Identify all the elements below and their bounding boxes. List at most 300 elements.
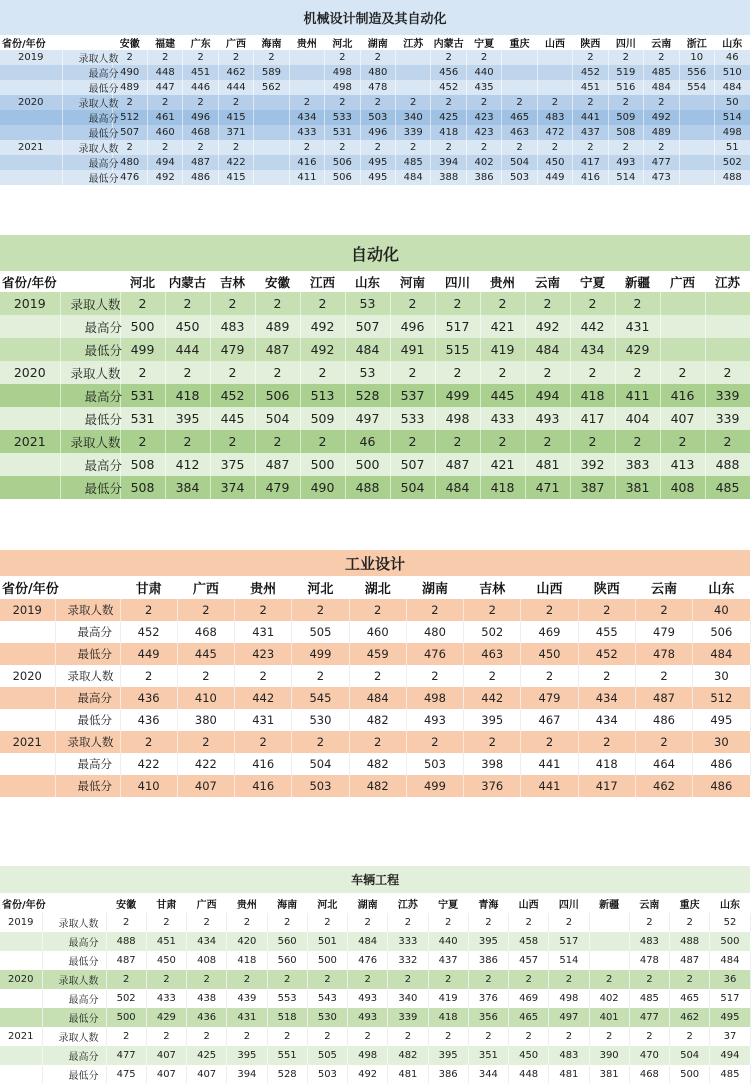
value-cell: 507 bbox=[345, 315, 390, 338]
table-row bbox=[0, 775, 750, 797]
province-header: 广西 bbox=[218, 35, 253, 50]
metric-label: 最高分 bbox=[42, 932, 106, 951]
value-cell bbox=[396, 80, 431, 95]
value-cell: 2 bbox=[106, 913, 146, 932]
value-cell: 2 bbox=[255, 361, 300, 384]
value-cell bbox=[660, 338, 705, 361]
table-row bbox=[0, 951, 750, 970]
value-cell bbox=[679, 95, 714, 110]
value-cell: 2 bbox=[390, 292, 435, 315]
value-cell: 485 bbox=[629, 989, 669, 1008]
value-cell: 481 bbox=[549, 1065, 589, 1084]
value-cell: 2 bbox=[608, 95, 643, 110]
year-cell: 2019 bbox=[0, 292, 60, 315]
value-cell: 509 bbox=[300, 407, 345, 430]
value-cell: 340 bbox=[388, 989, 428, 1008]
value-cell: 484 bbox=[348, 932, 388, 951]
province-header: 河北 bbox=[325, 35, 360, 50]
province-header: 青海 bbox=[468, 893, 508, 913]
value-cell: 418 bbox=[227, 951, 267, 970]
value-cell: 484 bbox=[710, 951, 750, 970]
value-cell: 514 bbox=[714, 110, 750, 125]
metric-label: 最高分 bbox=[55, 687, 120, 709]
value-cell: 485 bbox=[710, 1065, 750, 1084]
value-cell: 2 bbox=[325, 95, 360, 110]
value-cell: 2 bbox=[573, 50, 608, 65]
value-cell: 435 bbox=[466, 80, 501, 95]
value-cell: 483 bbox=[629, 932, 669, 951]
year-cell bbox=[0, 338, 60, 361]
value-cell: 417 bbox=[578, 775, 635, 797]
value-cell: 2 bbox=[468, 1027, 508, 1046]
table-row bbox=[0, 338, 750, 361]
table-row bbox=[0, 643, 750, 665]
value-cell: 2 bbox=[187, 1027, 227, 1046]
value-cell: 2 bbox=[120, 665, 177, 687]
value-cell bbox=[289, 65, 324, 80]
value-cell: 422 bbox=[218, 155, 253, 170]
value-cell: 459 bbox=[349, 643, 406, 665]
value-cell: 433 bbox=[480, 407, 525, 430]
value-cell: 553 bbox=[267, 989, 307, 1008]
value-cell: 2 bbox=[183, 140, 218, 155]
year-cell bbox=[0, 155, 62, 170]
value-cell: 482 bbox=[349, 709, 406, 731]
table-row bbox=[0, 476, 750, 499]
value-cell: 500 bbox=[710, 932, 750, 951]
value-cell bbox=[289, 80, 324, 95]
value-cell: 492 bbox=[644, 110, 679, 125]
province-header: 甘肃 bbox=[120, 576, 177, 599]
metric-label: 最低分 bbox=[62, 80, 112, 95]
value-cell: 423 bbox=[235, 643, 292, 665]
province-header: 广西 bbox=[187, 893, 227, 913]
value-cell: 415 bbox=[218, 110, 253, 125]
value-cell: 447 bbox=[147, 80, 182, 95]
value-cell: 441 bbox=[521, 775, 578, 797]
value-cell: 441 bbox=[521, 753, 578, 775]
value-cell bbox=[289, 50, 324, 65]
value-cell: 434 bbox=[187, 932, 227, 951]
value-cell: 451 bbox=[146, 932, 186, 951]
value-cell: 2 bbox=[406, 665, 463, 687]
value-cell: 2 bbox=[307, 913, 347, 932]
province-header: 山东 bbox=[714, 35, 750, 50]
value-cell: 418 bbox=[480, 476, 525, 499]
value-cell: 477 bbox=[106, 1046, 146, 1065]
value-cell: 492 bbox=[348, 1065, 388, 1084]
value-cell: 487 bbox=[255, 338, 300, 361]
value-cell: 2 bbox=[521, 731, 578, 753]
value-cell: 476 bbox=[406, 643, 463, 665]
value-cell: 487 bbox=[183, 155, 218, 170]
metric-label: 录取人数 bbox=[55, 599, 120, 621]
value-cell: 422 bbox=[177, 753, 234, 775]
value-cell: 2 bbox=[466, 140, 501, 155]
value-cell: 440 bbox=[428, 932, 468, 951]
value-cell: 2 bbox=[660, 430, 705, 453]
province-header: 四川 bbox=[608, 35, 643, 50]
value-cell: 388 bbox=[431, 170, 466, 185]
value-cell: 394 bbox=[431, 155, 466, 170]
value-cell: 2 bbox=[705, 361, 750, 384]
value-cell: 463 bbox=[464, 643, 521, 665]
value-cell: 504 bbox=[292, 753, 349, 775]
value-cell: 2 bbox=[464, 731, 521, 753]
value-cell: 434 bbox=[289, 110, 324, 125]
value-cell: 485 bbox=[396, 155, 431, 170]
value-cell: 476 bbox=[112, 170, 147, 185]
value-cell: 2 bbox=[396, 140, 431, 155]
value-cell: 2 bbox=[428, 913, 468, 932]
value-cell: 425 bbox=[187, 1046, 227, 1065]
value-cell: 422 bbox=[120, 753, 177, 775]
value-cell: 2 bbox=[349, 599, 406, 621]
value-cell: 499 bbox=[406, 775, 463, 797]
value-cell: 451 bbox=[573, 80, 608, 95]
value-cell: 487 bbox=[255, 453, 300, 476]
value-cell: 509 bbox=[608, 110, 643, 125]
value-cell: 2 bbox=[390, 430, 435, 453]
value-cell: 2 bbox=[147, 95, 182, 110]
table-mechanical-design bbox=[0, 0, 750, 185]
value-cell: 2 bbox=[435, 292, 480, 315]
metric-label: 录取人数 bbox=[42, 1027, 106, 1046]
value-cell: 2 bbox=[431, 50, 466, 65]
year-cell bbox=[0, 951, 42, 970]
value-cell: 438 bbox=[187, 989, 227, 1008]
value-cell: 468 bbox=[183, 125, 218, 140]
year-cell bbox=[0, 687, 55, 709]
province-header: 河南 bbox=[390, 271, 435, 292]
value-cell: 416 bbox=[660, 384, 705, 407]
year-cell: 2020 bbox=[0, 95, 62, 110]
value-cell: 446 bbox=[183, 80, 218, 95]
value-cell: 36 bbox=[710, 970, 750, 989]
value-cell: 485 bbox=[705, 476, 750, 499]
table-row bbox=[0, 731, 750, 753]
value-cell: 493 bbox=[406, 709, 463, 731]
value-cell bbox=[537, 80, 572, 95]
metric-label: 录取人数 bbox=[62, 95, 112, 110]
value-cell: 444 bbox=[218, 80, 253, 95]
value-cell: 429 bbox=[146, 1008, 186, 1027]
value-cell: 2 bbox=[227, 970, 267, 989]
province-header-row bbox=[0, 893, 750, 913]
value-cell: 482 bbox=[388, 1046, 428, 1065]
value-cell: 504 bbox=[670, 1046, 710, 1065]
value-cell: 500 bbox=[106, 1008, 146, 1027]
value-cell: 2 bbox=[635, 665, 692, 687]
value-cell: 479 bbox=[255, 476, 300, 499]
score-table bbox=[0, 550, 751, 797]
value-cell: 2 bbox=[468, 970, 508, 989]
value-cell: 500 bbox=[670, 1065, 710, 1084]
value-cell: 2 bbox=[235, 665, 292, 687]
score-table bbox=[0, 866, 751, 1084]
table-row bbox=[0, 1008, 750, 1027]
year-cell bbox=[0, 1065, 42, 1084]
value-cell: 30 bbox=[693, 665, 750, 687]
province-header: 江苏 bbox=[396, 35, 431, 50]
metric-label: 最高分 bbox=[62, 155, 112, 170]
value-cell: 462 bbox=[218, 65, 253, 80]
value-cell: 2 bbox=[348, 1027, 388, 1046]
value-cell: 2 bbox=[349, 665, 406, 687]
value-cell bbox=[679, 140, 714, 155]
table-row bbox=[0, 1065, 750, 1084]
value-cell: 504 bbox=[255, 407, 300, 430]
value-cell: 2 bbox=[629, 970, 669, 989]
province-header: 贵州 bbox=[235, 576, 292, 599]
province-header: 贵州 bbox=[289, 35, 324, 50]
value-cell: 431 bbox=[235, 709, 292, 731]
value-cell: 2 bbox=[147, 50, 182, 65]
value-cell: 515 bbox=[435, 338, 480, 361]
province-header: 安徽 bbox=[255, 271, 300, 292]
value-cell: 2 bbox=[227, 1027, 267, 1046]
value-cell: 2 bbox=[146, 970, 186, 989]
table-row bbox=[0, 407, 750, 430]
metric-label: 最低分 bbox=[42, 1065, 106, 1084]
value-cell: 418 bbox=[578, 753, 635, 775]
province-header: 山西 bbox=[537, 35, 572, 50]
value-cell: 488 bbox=[345, 476, 390, 499]
value-cell: 30 bbox=[693, 731, 750, 753]
table-row bbox=[0, 50, 750, 65]
metric-label: 最高分 bbox=[55, 621, 120, 643]
table-row bbox=[0, 155, 750, 170]
value-cell: 386 bbox=[428, 1065, 468, 1084]
value-cell: 407 bbox=[187, 1065, 227, 1084]
value-cell: 462 bbox=[635, 775, 692, 797]
value-cell: 387 bbox=[570, 476, 615, 499]
value-cell bbox=[660, 315, 705, 338]
value-cell: 494 bbox=[710, 1046, 750, 1065]
province-header: 云南 bbox=[525, 271, 570, 292]
value-cell: 2 bbox=[578, 731, 635, 753]
value-cell: 2 bbox=[325, 50, 360, 65]
metric-label: 最低分 bbox=[60, 476, 120, 499]
value-cell: 506 bbox=[325, 170, 360, 185]
metric-label: 最高分 bbox=[42, 1046, 106, 1065]
value-cell: 531 bbox=[120, 407, 165, 430]
value-cell: 519 bbox=[608, 65, 643, 80]
value-cell: 2 bbox=[210, 361, 255, 384]
value-cell: 483 bbox=[549, 1046, 589, 1065]
value-cell: 478 bbox=[360, 80, 395, 95]
value-cell: 514 bbox=[549, 951, 589, 970]
table-row bbox=[0, 913, 750, 932]
value-cell: 537 bbox=[390, 384, 435, 407]
metric-label: 最高分 bbox=[60, 453, 120, 476]
value-cell: 496 bbox=[360, 125, 395, 140]
value-cell: 497 bbox=[549, 1008, 589, 1027]
value-cell: 492 bbox=[300, 338, 345, 361]
year-cell: 2020 bbox=[0, 361, 60, 384]
value-cell: 339 bbox=[705, 407, 750, 430]
value-cell: 465 bbox=[509, 1008, 549, 1027]
value-cell: 469 bbox=[509, 989, 549, 1008]
value-cell: 333 bbox=[388, 932, 428, 951]
value-cell: 2 bbox=[300, 361, 345, 384]
value-cell: 480 bbox=[112, 155, 147, 170]
value-cell: 456 bbox=[431, 65, 466, 80]
value-cell: 498 bbox=[435, 407, 480, 430]
value-cell: 545 bbox=[292, 687, 349, 709]
value-cell: 386 bbox=[466, 170, 501, 185]
value-cell: 518 bbox=[267, 1008, 307, 1027]
value-cell: 416 bbox=[235, 753, 292, 775]
value-cell: 505 bbox=[307, 1046, 347, 1065]
value-cell: 376 bbox=[468, 989, 508, 1008]
value-cell: 500 bbox=[345, 453, 390, 476]
value-cell: 2 bbox=[120, 292, 165, 315]
value-cell: 463 bbox=[502, 125, 537, 140]
year-cell bbox=[0, 315, 60, 338]
value-cell: 431 bbox=[235, 621, 292, 643]
value-cell: 416 bbox=[235, 775, 292, 797]
year-cell bbox=[0, 1046, 42, 1065]
value-cell: 543 bbox=[307, 989, 347, 1008]
value-cell: 2 bbox=[325, 140, 360, 155]
value-cell bbox=[537, 50, 572, 65]
year-cell bbox=[0, 753, 55, 775]
value-cell: 488 bbox=[670, 932, 710, 951]
value-cell: 434 bbox=[570, 338, 615, 361]
value-cell: 499 bbox=[435, 384, 480, 407]
metric-label: 最高分 bbox=[55, 753, 120, 775]
table-row bbox=[0, 709, 750, 731]
year-cell: 2019 bbox=[0, 50, 62, 65]
value-cell: 2 bbox=[289, 140, 324, 155]
metric-label: 最高分 bbox=[60, 384, 120, 407]
year-cell: 2019 bbox=[0, 599, 55, 621]
value-cell: 423 bbox=[466, 110, 501, 125]
value-cell: 10 bbox=[679, 50, 714, 65]
value-cell: 2 bbox=[705, 430, 750, 453]
table-row bbox=[0, 932, 750, 951]
value-cell: 2 bbox=[210, 430, 255, 453]
metric-label: 最高分 bbox=[62, 110, 112, 125]
value-cell: 2 bbox=[235, 731, 292, 753]
value-cell: 479 bbox=[521, 687, 578, 709]
value-cell: 496 bbox=[183, 110, 218, 125]
metric-label: 录取人数 bbox=[62, 140, 112, 155]
value-cell: 451 bbox=[183, 65, 218, 80]
value-cell: 442 bbox=[235, 687, 292, 709]
province-header: 山东 bbox=[710, 893, 750, 913]
value-cell: 410 bbox=[120, 775, 177, 797]
value-cell: 418 bbox=[570, 384, 615, 407]
metric-label: 最低分 bbox=[62, 125, 112, 140]
value-cell: 487 bbox=[670, 951, 710, 970]
value-cell: 2 bbox=[435, 430, 480, 453]
value-cell: 562 bbox=[254, 80, 289, 95]
value-cell: 495 bbox=[693, 709, 750, 731]
value-cell: 411 bbox=[289, 170, 324, 185]
section-title-row bbox=[0, 235, 750, 271]
value-cell: 530 bbox=[307, 1008, 347, 1027]
value-cell: 497 bbox=[345, 407, 390, 430]
year-cell bbox=[0, 170, 62, 185]
section-title-row bbox=[0, 866, 750, 893]
value-cell: 510 bbox=[714, 65, 750, 80]
value-cell: 437 bbox=[428, 951, 468, 970]
value-cell: 512 bbox=[693, 687, 750, 709]
table-row bbox=[0, 110, 750, 125]
metric-label: 录取人数 bbox=[60, 430, 120, 453]
value-cell: 2 bbox=[644, 50, 679, 65]
value-cell bbox=[589, 932, 629, 951]
value-cell: 2 bbox=[388, 913, 428, 932]
value-cell: 500 bbox=[120, 315, 165, 338]
value-cell: 2 bbox=[509, 970, 549, 989]
value-cell: 2 bbox=[464, 599, 521, 621]
value-cell: 2 bbox=[218, 140, 253, 155]
value-cell: 506 bbox=[325, 155, 360, 170]
value-cell: 429 bbox=[615, 338, 660, 361]
value-cell: 2 bbox=[112, 95, 147, 110]
value-cell: 473 bbox=[644, 170, 679, 185]
value-cell: 2 bbox=[537, 140, 572, 155]
value-cell: 486 bbox=[693, 775, 750, 797]
value-cell: 478 bbox=[635, 643, 692, 665]
value-cell: 423 bbox=[466, 125, 501, 140]
value-cell: 2 bbox=[608, 140, 643, 155]
value-cell: 416 bbox=[573, 170, 608, 185]
value-cell: 2 bbox=[177, 599, 234, 621]
value-cell: 492 bbox=[147, 170, 182, 185]
table-row bbox=[0, 95, 750, 110]
year-cell bbox=[0, 932, 42, 951]
value-cell: 2 bbox=[106, 970, 146, 989]
value-cell: 411 bbox=[615, 384, 660, 407]
value-cell: 460 bbox=[349, 621, 406, 643]
header-label: 省份/年份 bbox=[0, 271, 120, 292]
value-cell: 2 bbox=[235, 599, 292, 621]
province-header: 甘肃 bbox=[146, 893, 186, 913]
value-cell: 2 bbox=[165, 430, 210, 453]
value-cell: 381 bbox=[615, 476, 660, 499]
metric-label: 最低分 bbox=[55, 709, 120, 731]
value-cell: 450 bbox=[521, 643, 578, 665]
value-cell bbox=[589, 913, 629, 932]
value-cell: 493 bbox=[348, 989, 388, 1008]
year-cell: 2021 bbox=[0, 430, 60, 453]
province-header: 内蒙古 bbox=[165, 271, 210, 292]
province-header: 云南 bbox=[644, 35, 679, 50]
table-row bbox=[0, 384, 750, 407]
section-title: 车辆工程 bbox=[0, 866, 750, 893]
value-cell: 2 bbox=[549, 970, 589, 989]
value-cell: 486 bbox=[693, 753, 750, 775]
value-cell: 501 bbox=[307, 932, 347, 951]
value-cell: 506 bbox=[255, 384, 300, 407]
value-cell bbox=[705, 338, 750, 361]
value-cell bbox=[254, 155, 289, 170]
province-header: 湖北 bbox=[349, 576, 406, 599]
value-cell: 437 bbox=[573, 125, 608, 140]
value-cell: 2 bbox=[615, 361, 660, 384]
value-cell: 434 bbox=[578, 709, 635, 731]
value-cell: 2 bbox=[348, 970, 388, 989]
value-cell: 484 bbox=[714, 80, 750, 95]
value-cell: 2 bbox=[120, 599, 177, 621]
province-header: 海南 bbox=[267, 893, 307, 913]
value-cell: 500 bbox=[307, 951, 347, 970]
value-cell: 503 bbox=[406, 753, 463, 775]
